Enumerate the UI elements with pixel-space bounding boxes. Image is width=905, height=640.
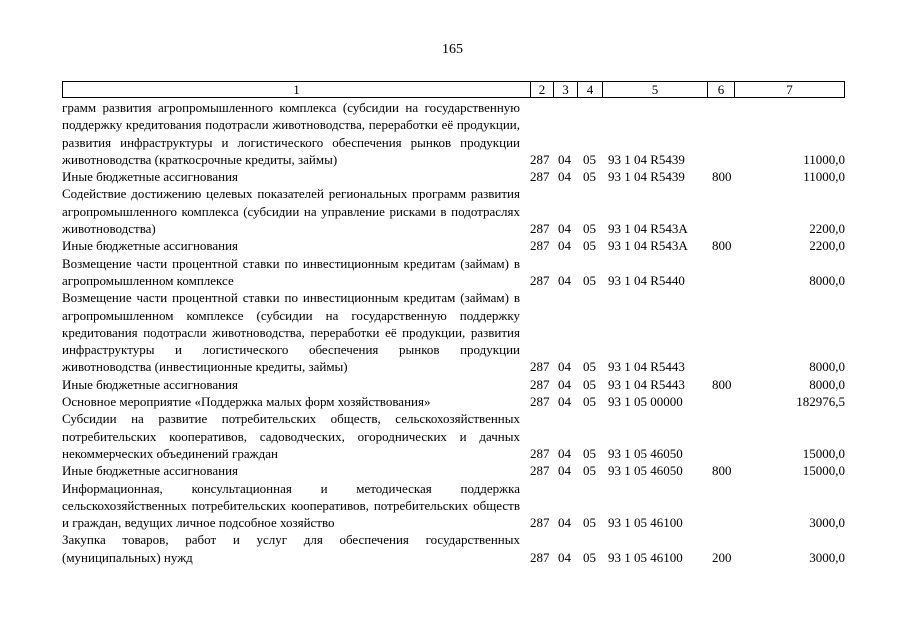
code-gr: 287 (530, 238, 550, 254)
code-pr: 05 (583, 394, 596, 410)
row-sum: 11000,0 (803, 169, 845, 185)
table-row (62, 376, 845, 393)
table-row (62, 168, 845, 185)
code-cs: 93 1 05 46100 (608, 515, 683, 531)
code-vr: 800 (712, 463, 732, 479)
table-row (62, 531, 845, 566)
code-gr: 287 (530, 359, 550, 375)
header-col-1: 1 (63, 82, 531, 97)
code-cs: 93 1 05 46050 (608, 445, 683, 461)
table-row (62, 462, 845, 479)
code-rz: 04 (558, 359, 571, 375)
code-cs: 93 1 04 R5439 (608, 151, 685, 167)
code-pr: 05 (583, 515, 596, 531)
header-col-4: 4 (578, 82, 603, 97)
code-pr: 05 (583, 221, 596, 237)
table-body (62, 99, 845, 566)
code-gr: 287 (530, 394, 550, 410)
code-vr: 800 (712, 238, 732, 254)
header-col-6: 6 (708, 82, 735, 97)
row-description: Информационная, консультационная и методическая поддержка сельскохозяйственных потребительских кооперативов, потребительских обществ и граждан, ведущих личное подсобное хозяйство (62, 480, 520, 531)
row-codes (530, 462, 845, 479)
code-vr: 200 (712, 549, 732, 565)
code-cs: 93 1 04 R5439 (608, 169, 685, 185)
row-description: Возмещение части процентной ставки по инвестиционным кредитам (займам) в агропромышленном комплексе (субсидии на государственную поддержку кредитования подотрасли животноводства, переработки её продукции, развития инфраструктуры и логистического обеспечения рынков продукции животноводства (инвестиционные кредиты, займы) (62, 290, 520, 375)
code-pr: 05 (583, 169, 596, 185)
row-sum: 3000,0 (809, 549, 845, 565)
row-codes (530, 393, 845, 410)
table-row (62, 393, 845, 410)
code-rz: 04 (558, 549, 571, 565)
code-cs: 93 1 04 R543A (608, 238, 688, 254)
row-codes (530, 272, 845, 289)
code-cs: 93 1 04 R543A (608, 221, 688, 237)
row-description: Иные бюджетные ассигнования (62, 463, 239, 479)
table-row (62, 255, 845, 290)
row-codes (530, 445, 845, 462)
code-rz: 04 (558, 238, 571, 254)
code-rz: 04 (558, 272, 571, 288)
row-description: Иные бюджетные ассигнования (62, 376, 239, 392)
row-description: Иные бюджетные ассигнования (62, 238, 239, 254)
code-rz: 04 (558, 221, 571, 237)
table-row (62, 99, 845, 168)
header-col-2: 2 (531, 82, 554, 97)
row-codes (530, 237, 845, 254)
code-pr: 05 (583, 445, 596, 461)
row-description: Закупка товаров, работ и услуг для обеспечения государственных (муниципальных) нужд (62, 532, 520, 565)
code-rz: 04 (558, 376, 571, 392)
code-pr: 05 (583, 376, 596, 392)
code-cs: 93 1 05 46050 (608, 463, 683, 479)
table-row (62, 289, 845, 375)
code-cs: 93 1 05 00000 (608, 394, 683, 410)
row-sum: 8000,0 (809, 359, 845, 375)
row-description: Основное мероприятие «Поддержка малых форм хозяйствования» (62, 394, 431, 410)
code-gr: 287 (530, 463, 550, 479)
code-rz: 04 (558, 463, 571, 479)
table-row (62, 185, 845, 237)
row-sum: 11000,0 (803, 151, 845, 167)
code-pr: 05 (583, 549, 596, 565)
row-sum: 2200,0 (809, 238, 845, 254)
code-gr: 287 (530, 549, 550, 565)
row-codes (530, 358, 845, 375)
code-cs: 93 1 04 R5443 (608, 359, 685, 375)
page-number: 165 (442, 42, 463, 57)
code-pr: 05 (583, 463, 596, 479)
row-codes (530, 168, 845, 185)
code-gr: 287 (530, 169, 550, 185)
code-pr: 05 (583, 272, 596, 288)
code-gr: 287 (530, 376, 550, 392)
code-rz: 04 (558, 169, 571, 185)
row-description: Возмещение части процентной ставки по инвестиционным кредитам (займам) в агропромышленном комплексе (62, 255, 520, 288)
code-cs: 93 1 05 46100 (608, 549, 683, 565)
code-rz: 04 (558, 394, 571, 410)
code-gr: 287 (530, 272, 550, 288)
table-row (62, 410, 845, 462)
row-sum: 3000,0 (809, 515, 845, 531)
code-gr: 287 (530, 445, 550, 461)
code-rz: 04 (558, 515, 571, 531)
code-pr: 05 (583, 359, 596, 375)
header-col-7: 7 (786, 82, 793, 97)
row-sum: 8000,0 (809, 376, 845, 392)
row-description: Содействие достижению целевых показателей региональных программ развития агропромышленного комплекса (субсидии на управление рисками в подотраслях животноводства) (62, 186, 520, 237)
row-codes (530, 376, 845, 393)
row-description: Субсидии на развитие потребительских обществ, сельскохозяйственных потребительских кооперативов, садоводческих, огороднических и дачных некоммерческих объединений граждан (62, 411, 520, 461)
code-gr: 287 (530, 151, 550, 167)
row-sum: 2200,0 (809, 221, 845, 237)
code-gr: 287 (530, 515, 550, 531)
code-rz: 04 (558, 445, 571, 461)
row-codes (530, 151, 845, 168)
row-sum: 182976,5 (796, 394, 845, 410)
header-col-3: 3 (554, 82, 578, 97)
header-col-5: 5 (603, 82, 708, 97)
row-description: Иные бюджетные ассигнования (62, 169, 239, 185)
row-codes (530, 514, 845, 531)
row-sum: 8000,0 (809, 272, 845, 288)
row-codes (530, 549, 845, 566)
row-codes (530, 220, 845, 237)
table-row (62, 480, 845, 532)
code-vr: 800 (712, 169, 732, 185)
code-rz: 04 (558, 151, 571, 167)
table-header (62, 81, 845, 98)
row-sum: 15000,0 (802, 445, 845, 461)
row-description: грамм развития агропромышленного комплекса (субсидии на государственную поддержку кредитования подотрасли животноводства, переработки её продукции, развития инфраструктуры и логистического обеспечения рынков продукции животноводства (краткосрочные кредиты, займы) (62, 100, 520, 167)
code-cs: 93 1 04 R5440 (608, 272, 685, 288)
code-pr: 05 (583, 151, 596, 167)
code-cs: 93 1 04 R5443 (608, 376, 685, 392)
table-row (62, 237, 845, 254)
row-sum: 15000,0 (802, 463, 845, 479)
code-pr: 05 (583, 238, 596, 254)
code-vr: 800 (712, 376, 732, 392)
code-gr: 287 (530, 221, 550, 237)
